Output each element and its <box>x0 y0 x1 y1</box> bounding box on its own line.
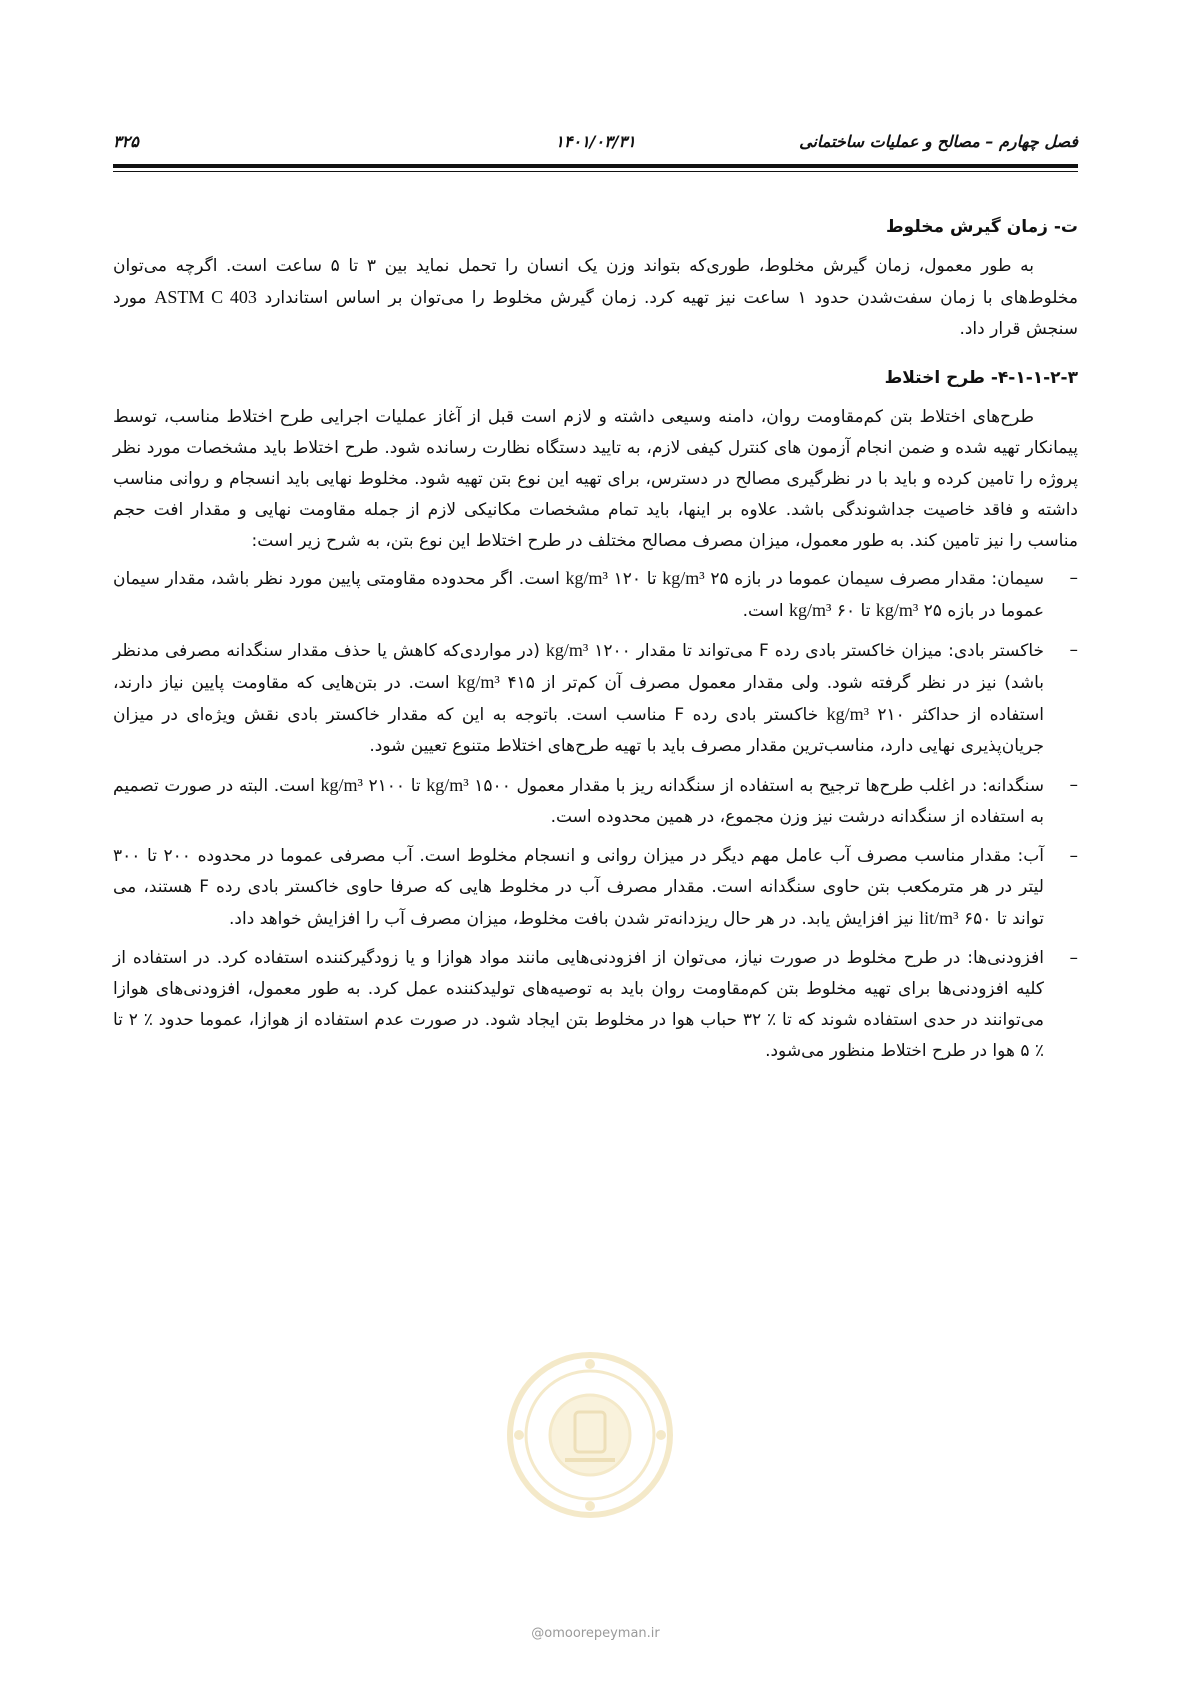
bullet-dash: – <box>1069 568 1078 588</box>
paragraph-mix-design: طرح‌های اختلاط بتن کم‌مقاومت روان، دامنه وسیعی داشته و لازم است قبل از آغاز عملیات اجرایی طرح اختلاط مناسب، توسط پیمانکار تهیه شده و ضمن انجام آزمون های کنترل کیفی لازم، به تایید دستگاه نظارت رسانده شود. طرح اختلاط باید مشخصات مورد نظر پروژه را تامین کرده و باید با در نظرگیری مصالح در دسترس، برای تهیه این نوع بتن تهیه شود. مخلوط نهایی باید انسجام و روانی مناسب داشته و فاقد خاصیت جداشوندگی باشد. علاوه بر اینها، باید تمام مشخصات مکانیکی لازم از جمله مقاومت نهایی و مقدار افت حجم مناسب را نیز تامین کند. به طور معمول، میزان مصرف مصالح مختلف در طرح اختلاط این نوع بتن، به شرح زیر است: <box>113 407 1078 551</box>
bullet-dash: – <box>1069 640 1078 660</box>
page-number: ۳۲۵ <box>113 132 139 151</box>
unit-label: kg/m³ <box>662 568 705 588</box>
flyash-text-d: خاکستر بادی رده F مناسب است. باتوجه به این که مقدار خاکستر بادی نقش ویژه‌ای در میزان جریان‌پذیری نهایی دارد، مناسب‌ترین مقدار مصرف باید با تهیه طرح‌های اختلاط متنوع تعیین شود. <box>113 705 1044 756</box>
flyash-text-a: خاکستر بادی: میزان خاکستر بادی رده F می‌تواند تا مقدار ۱۲۰۰ <box>594 641 1045 661</box>
unit-label: kg/m³ <box>565 568 608 588</box>
header-date: ۱۴۰۱/۰۳/۳۱ <box>555 132 636 151</box>
water-text-b: نیز افزایش یابد. در هر حال ریزدانه‌تر شدن بافت مخلوط، میزان مصرف آب را افزایش خواهد داد. <box>229 909 914 929</box>
admixtures-text: افزودنی‌ها: در طرح مخلوط در صورت نیاز، می‌توان از افزودنی‌هایی مانند مواد هوازا و یا زودگیرکننده استفاده کرد. در استفاده از کلیه افزودنی‌ها برای تهیه مخلوط بتن کم‌مقاومت روان باید به توصیه‌های تولیدکننده عمل کرد. به طور معمول، افزودنی‌های هوازا می‌توانند در حدی استفاده شوند که تا ٪ ۳۲ حباب هوا در مخلوط بتن ایجاد شود. در صورت عدم استفاده از هوازا، عموما حدود ٪ ۲ تا ٪ ۵ هوا در طرح اختلاط منظور می‌شود. <box>113 948 1044 1061</box>
unit-label: kg/m³ <box>457 672 500 692</box>
materials-list <box>113 563 1078 1067</box>
list-item-admixtures <box>113 943 1078 1067</box>
unit-label: kg/m³ <box>789 600 832 620</box>
section-heading-mix-design: ۴-۱-۱-۲-۳- طرح اختلاط <box>884 368 1078 388</box>
paragraph-setting-time <box>113 251 1078 345</box>
header-rule-thick <box>113 164 1078 168</box>
text-setting-time: به طور معمول، زمان گیرش مخلوط، طوری‌که بتواند وزن یک انسان را تحمل نماید بین ۳ تا ۵ ساعت است. اگرچه می‌توان مخلوط‌های با زمان سفت‌شدن حدود ۱ ساعت نیز تهیه کرد. زمان گیرش مخلوط را می‌توان بر اساس استاندارد <box>113 256 1079 308</box>
flyash-text-c: است. در بتن‌هایی که مقاومت پایین نیاز دارند، استفاده از حداکثر ۲۱۰ <box>113 673 1044 725</box>
text-setting-time-end: مورد سنجش قرار داد. <box>113 288 1078 339</box>
unit-label: kg/m³ <box>545 640 589 660</box>
list-item-flyash <box>113 635 1078 762</box>
bullet-dash: – <box>1069 948 1078 968</box>
astm-standard: ASTM C 403 <box>154 287 257 307</box>
unit-label-lit: lit/m³ <box>919 908 959 928</box>
unit-label: kg/m³ <box>875 600 919 620</box>
watermark-site: @omoorepeyman.ir <box>531 1626 660 1641</box>
aggregate-text-c: است. البته در صورت تصمیم به استفاده از سنگدانه درشت نیز وزن مجموع، در همین محدوده است. <box>113 776 1044 827</box>
cement-text-c: است. اگر محدوده مقاومتی پایین مورد نظر باشد، مقدار سیمان عموما در بازه ۲۵ <box>113 569 1044 621</box>
flyash-text-b: (در مواردی‌که کاهش یا حذف مقدار سنگدانه مصرفی مدنظر باشد) نیز در نظر گرفته شود. ولی مقدار معمول مصرف آن کم‌تر از ۴۱۵ <box>113 641 1045 693</box>
page-body <box>113 212 1078 1075</box>
list-item-water <box>113 841 1078 935</box>
cement-text-b: تا ۱۲۰ <box>613 569 657 589</box>
water-text-a: آب: مقدار مناسب مصرف آب عامل مهم دیگر در میزان روانی و انسجام مخلوط است. آب مصرفی عموما در محدوده ۲۰۰ تا ۳۰۰ لیتر در هر مترمکعب بتن حاوی سنگدانه است. مقدار مصرف آب در مخلوط هایی که صرفا حاوی خاکستر بادی رده F هستند، می تواند تا ۶۵۰ <box>113 846 1044 929</box>
bullet-dash: – <box>1069 846 1078 866</box>
aggregate-text-a: سنگدانه: در اغلب طرح‌ها ترجیح به استفاده از سنگدانه ریز با مقدار معمول ۱۵۰۰ <box>474 776 1044 796</box>
section-heading-setting-time: ت- زمان گیرش مخلوط <box>886 217 1078 237</box>
list-item-aggregate <box>113 770 1078 833</box>
unit-label: kg/m³ <box>320 775 363 795</box>
chapter-title: فصل چهارم – مصالح و عملیات ساختمانی <box>799 132 1078 151</box>
unit-label: kg/m³ <box>826 704 870 724</box>
bullet-dash: – <box>1069 775 1078 795</box>
cement-text-a: سیمان: مقدار مصرف سیمان عموما در بازه ۲۵ <box>710 569 1045 589</box>
unit-label: kg/m³ <box>426 775 469 795</box>
aggregate-text-b: تا ۲۱۰۰ <box>368 776 421 796</box>
list-item-cement <box>113 563 1078 627</box>
cement-text-e: است. <box>742 601 784 621</box>
seal-logo-icon <box>505 1350 675 1520</box>
page-header <box>113 126 1078 156</box>
header-rule-thin <box>113 171 1078 172</box>
cement-text-d: تا ۶۰ <box>836 601 871 621</box>
